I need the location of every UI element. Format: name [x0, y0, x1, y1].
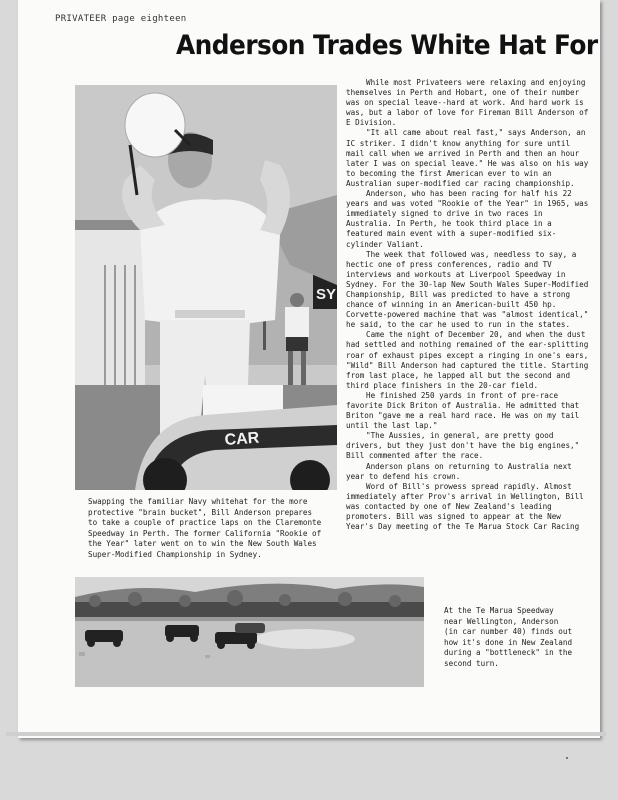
photo-caption-race: At the Te Marua Speedway near Wellington, Anderson (in car number 40) finds out how it's done in New Zealand during a "bottleneck" in the second turn. — [444, 606, 573, 668]
article-paragraph: "It all came about real fast," says Anderson, an IC striker. I didn't know anything for sure until mail call when we arrived in Perth and then an hour later I was on special leave." He was also on his way to becoming the first American ever to win an Australian super-modified car racing championship. — [346, 128, 589, 188]
photo-caption-main: Swapping the familiar Navy whitehat for the more protective "brain bucket", Bill Anderson prepares to take a couple of practice laps on the Claremonte Speedway in Perth. The former California "Rookie of the Year" later went on to win the New South Wales Super-Modified Championship in Sydney. — [88, 497, 322, 559]
car-text: CAR — [224, 429, 260, 449]
article-paragraph: Word of Bill's prowess spread rapidly. Almost immediately after Prov's arrival in Wellington, Bill was contacted by one of New Zealand's leading promoters. Bill was signed to appear at the New Year's Day meeting of the Te Marua Stock Car Racing — [346, 481, 584, 532]
driver-photo — [75, 85, 337, 490]
scan-speck — [566, 757, 568, 759]
sign-text: SY — [316, 286, 337, 303]
race-photo-illustration — [75, 577, 424, 687]
article-headline: Anderson Trades White Hat For — [176, 30, 598, 61]
article-paragraph: He finished 250 yards in front of pre-race favorite Dick Briton of Australia. He admitted that Briton "gave me a real hard race. He was on my tail until the last lap." — [346, 390, 580, 431]
article-paragraph: "The Aussies, in general, are pretty good drivers, but they just don't have the big engines," Bill commented after the race. — [346, 431, 580, 461]
page-edge — [6, 732, 606, 736]
page-header: PRIVATEER page eighteen — [55, 14, 187, 24]
article-paragraph: Anderson plans on returning to Australia next year to defend his crown. — [346, 461, 572, 481]
article-paragraph: Came the night of December 20, and when the dust had settled and nothing remained of the ear-splitting roar of exhaust pipes except a ringing in one's ears, "Wild" Bill Anderson had captured the title. Starting from last place, he lapped all but the second and third place finishers in the 20-car field. — [346, 330, 589, 390]
article-paragraph: Anderson, who has been racing for half his 22 years and was voted "Rookie of the Year" in 1965, was immediately signed to drive in two races in Australia. In Perth, he took third place in a featured main event with a super-modified six-cylinder Valiant. — [346, 189, 589, 249]
race-photo — [75, 577, 424, 687]
article-paragraph: The week that followed was, needless to say, a hectic one of press conferences, radio and TV interviews and workouts at Liverpool Speedway in Sydney. For the 30-lap New South Wales Super-Modified Championship, Bill was predicted to have a strong chance of winning in an American-built 450 hp. Corvette-powered machine that was "almost identical," he said, to the car he used to run in the states. — [346, 249, 589, 330]
article-body — [346, 78, 592, 532]
article-paragraph: While most Privateers were relaxing and enjoying themselves in Perth and Hobart, one of their number was on special leave--hard at work. And hard work is was, but a labor of love for Fireman Bill Anderson of E Division. — [346, 78, 589, 128]
driver-photo-illustration — [75, 85, 337, 490]
